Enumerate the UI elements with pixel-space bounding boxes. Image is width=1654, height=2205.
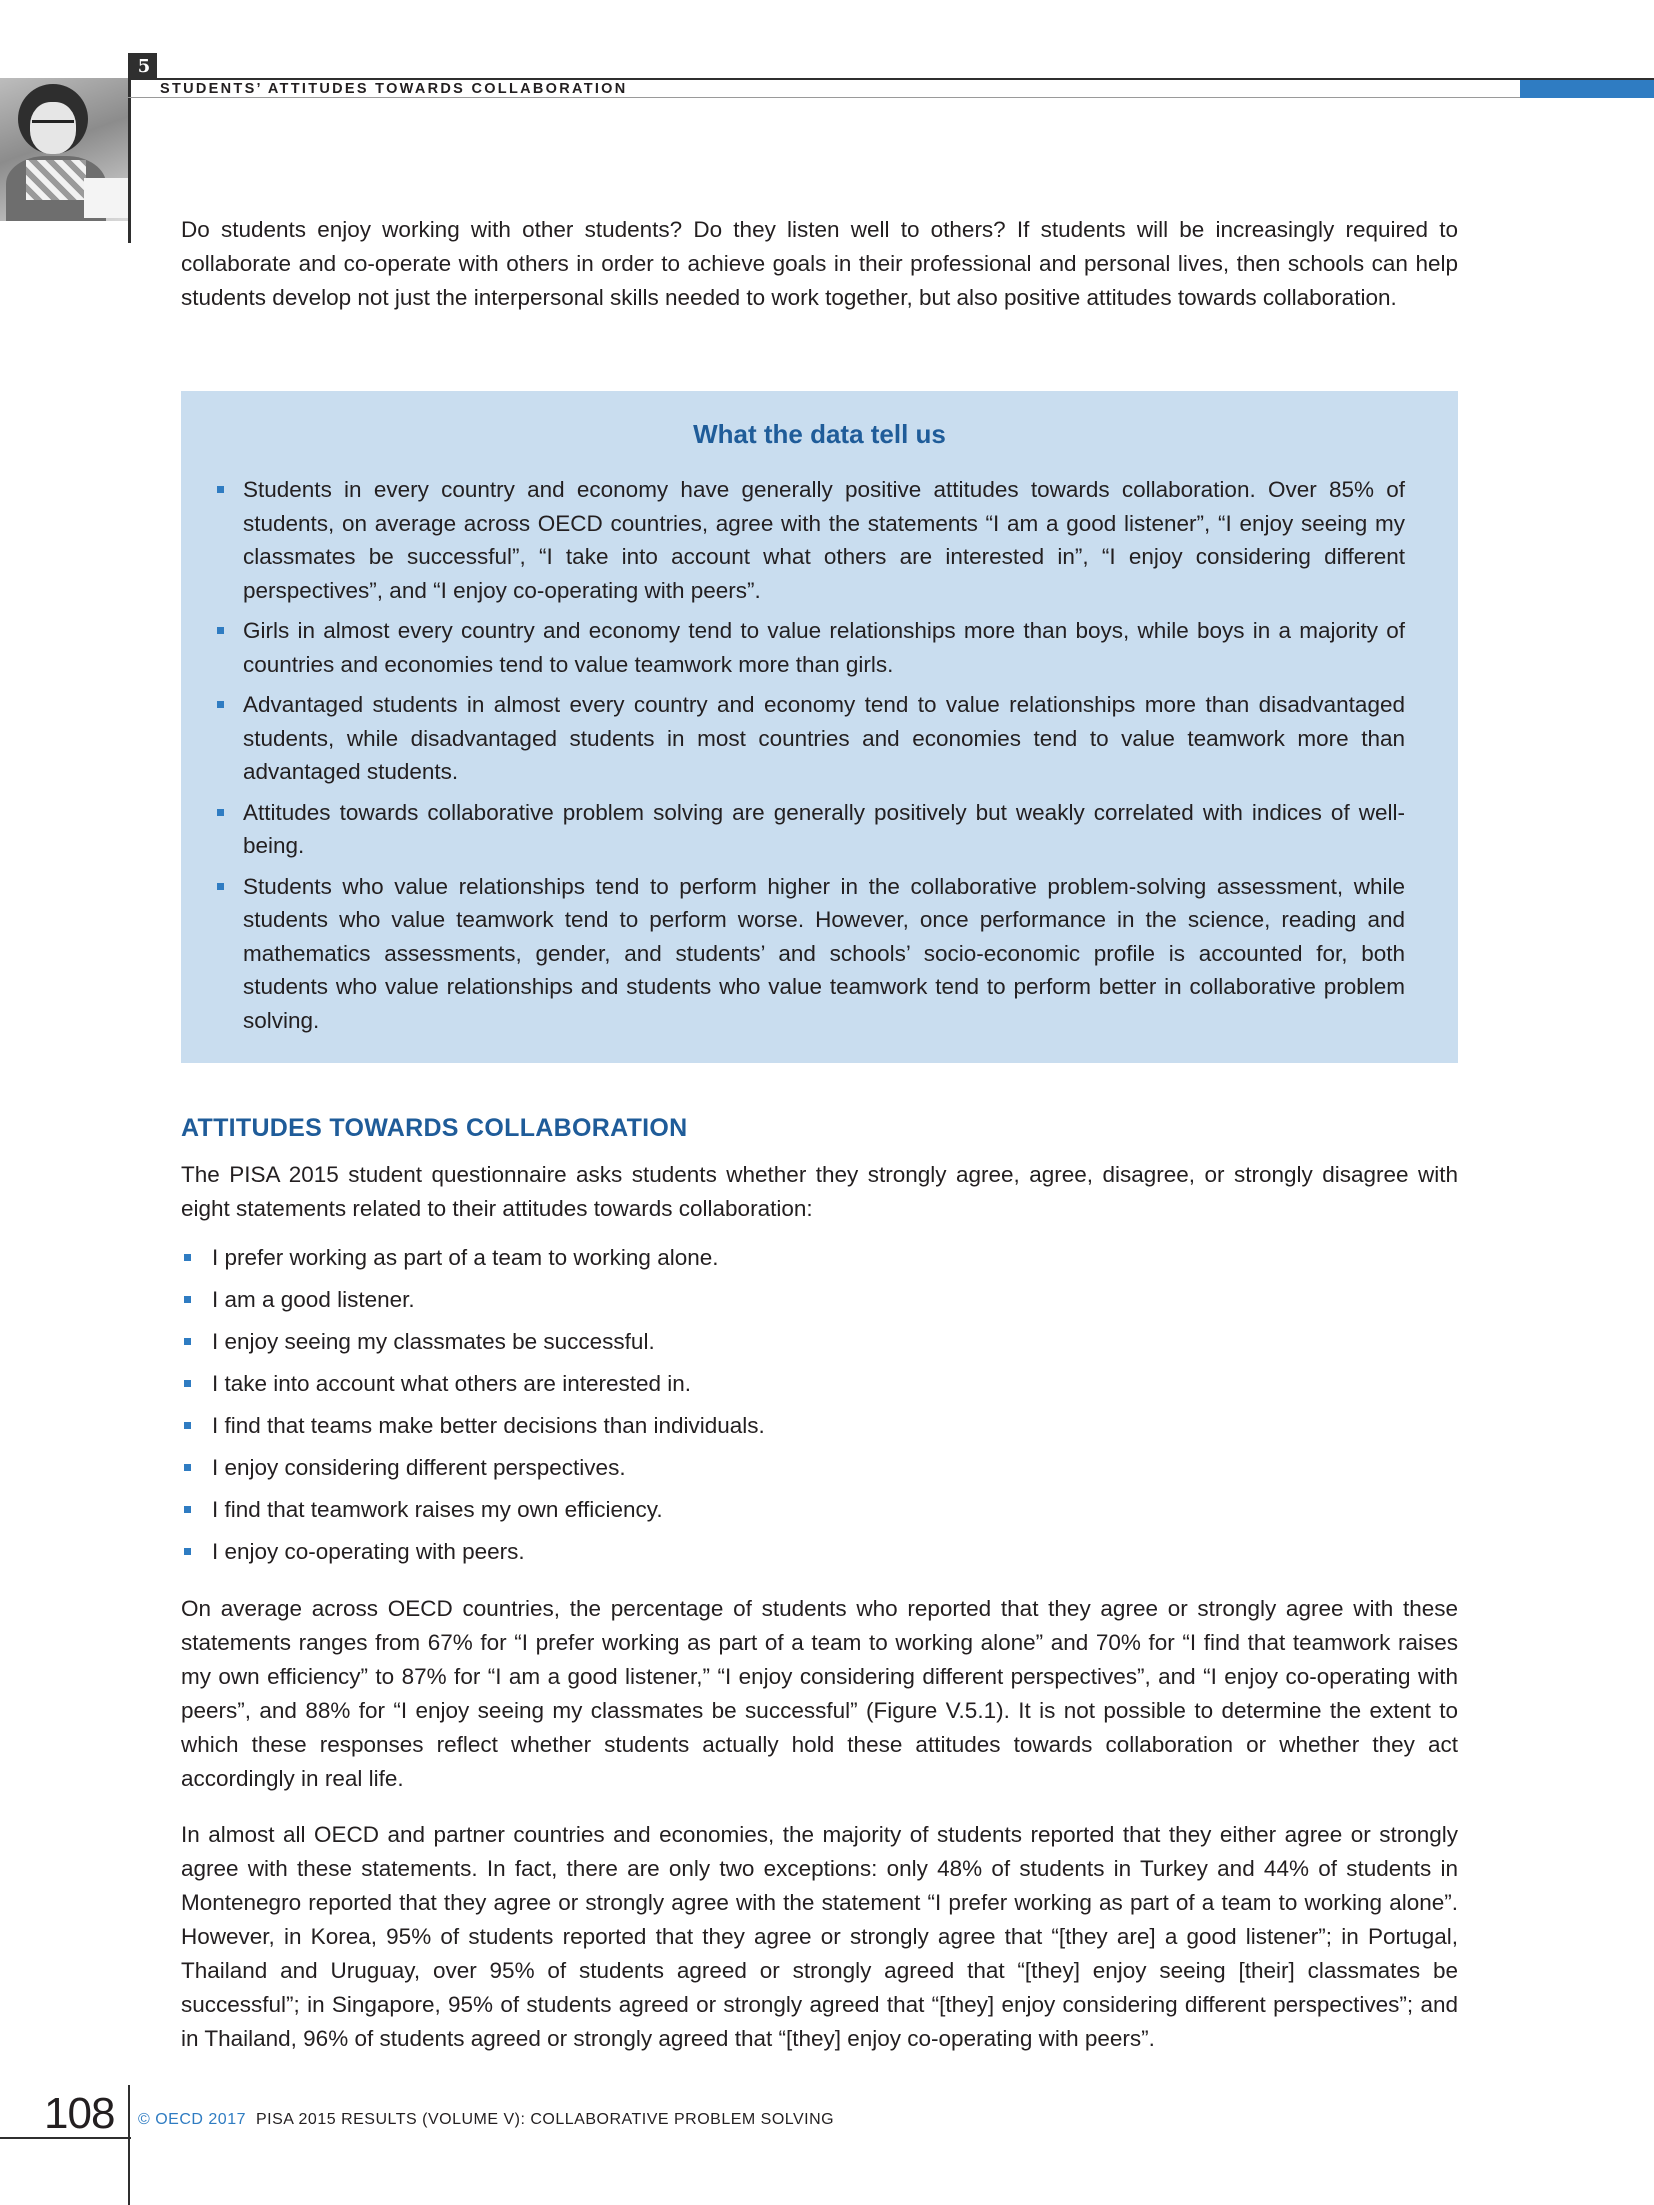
box-bullet: Students who value relationships tend to perform higher in the collaborative problem-solving assessment, while students who value teamwork tend to perform worse. However, once performance in the science, reading and mathematics assessments, gender, and students’ and schools’ socio-economic profile is accounted for, both students who value relationships and students who value teamwork tend to perform better in collaborative problem solving.	[243, 870, 1405, 1038]
box-title: What the data tell us	[693, 419, 946, 449]
box-bullet: Advantaged students in almost every country and economy tend to value relationships more than disadvantaged students, while disadvantaged students in most countries and economies tend to value teamwork more than advantaged students.	[243, 688, 1405, 789]
header-vertical-rule	[128, 53, 131, 243]
footer-vertical-rule	[128, 2085, 130, 2205]
statement-item: I enjoy co-operating with peers.	[212, 1535, 1412, 1577]
box-bullet-list	[243, 473, 1405, 1044]
statement-item: I prefer working as part of a team to working alone.	[212, 1241, 1412, 1283]
page-number: 108	[44, 2089, 115, 2138]
statement-list	[212, 1241, 1412, 1577]
footer-copyright: © OECD 2017	[138, 2111, 246, 2128]
header-accent-tab	[1520, 80, 1654, 98]
intro-paragraph: Do students enjoy working with other students? Do they listen well to others? If students will be increasingly required to collaborate and co-operate with others in order to achieve goals in their professional and personal lives, then schools can help students develop not just the interpersonal skills needed to work together, but also positive attitudes towards collaboration.	[181, 217, 1458, 310]
statement-item: I am a good listener.	[212, 1283, 1412, 1325]
chapter-photo	[0, 78, 128, 221]
data-summary-box	[181, 391, 1458, 1063]
body-paragraph-countries: In almost all OECD and partner countries and economies, the majority of students reported that they either agree or strongly agree with these statements. In fact, there are only two exceptions: only 48% of students in Turkey and 44% of students in Montenegro reported that they agree or strongly agree with the statement “I prefer working as part of a team to working alone”. However, in Korea, 95% of students reported that they agree or strongly agree that “[they are] a good listener”; in Portugal, Thailand and Uruguay, over 95% of students agreed or strongly agreed that “[they] enjoy seeing [their] classmates be successful”; in Singapore, 95% of students agreed or strongly agreed that “[they] enjoy considering different perspectives”; and in Thailand, 96% of students agreed or strongly agreed that “[they] enjoy co-operating with peers”.	[181, 1822, 1458, 2051]
section-heading: ATTITUDES TOWARDS COLLABORATION	[181, 1114, 688, 1142]
statement-item: I take into account what others are interested in.	[212, 1367, 1412, 1409]
body-paragraph-averages: On average across OECD countries, the percentage of students who reported that they agree or strongly agree with these statements ranges from 67% for “I prefer working as part of a team to working alone” and 70% for “I find that teamwork raises my own efficiency” to 87% for “I am a good listener,” “I enjoy considering different perspectives”, and “I enjoy co-operating with peers”, and 88% for “I enjoy seeing my classmates be successful” (Figure V.5.1). It is not possible to determine the extent to which these responses reflect whether students actually hold these attitudes towards collaboration or whether they act accordingly in real life.	[181, 1596, 1458, 1791]
statement-item: I enjoy considering different perspectives.	[212, 1451, 1412, 1493]
chapter-number: 5	[131, 53, 157, 79]
section-intro-paragraph: The PISA 2015 student questionnaire asks students whether they strongly agree, agree, disagree, or strongly disagree with eight statements related to their attitudes towards collaboration:	[181, 1162, 1458, 1221]
statement-item: I find that teamwork raises my own efficiency.	[212, 1493, 1412, 1535]
chapter-title: STUDENTS’ ATTITUDES TOWARDS COLLABORATION	[160, 81, 628, 97]
box-bullet: Students in every country and economy have generally positive attitudes towards collaboration. Over 85% of students, on average across OECD countries, agree with the statements “I am a good listener”, “I enjoy seeing my classmates be successful”, “I take into account what others are interested in”, “I enjoy considering different perspectives”, and “I enjoy co-operating with peers”.	[243, 473, 1405, 607]
box-bullet: Girls in almost every country and economy tend to value relationships more than boys, while boys in a majority of countries and economies tend to value teamwork more than girls.	[243, 614, 1405, 681]
statement-item: I enjoy seeing my classmates be successful.	[212, 1325, 1412, 1367]
box-bullet: Attitudes towards collaborative problem solving are generally positively but weakly correlated with indices of well-being.	[243, 796, 1405, 863]
statement-item: I find that teams make better decisions than individuals.	[212, 1409, 1412, 1451]
footer-publication-title: PISA 2015 RESULTS (VOLUME V): COLLABORATIVE PROBLEM SOLVING	[256, 2111, 835, 2128]
